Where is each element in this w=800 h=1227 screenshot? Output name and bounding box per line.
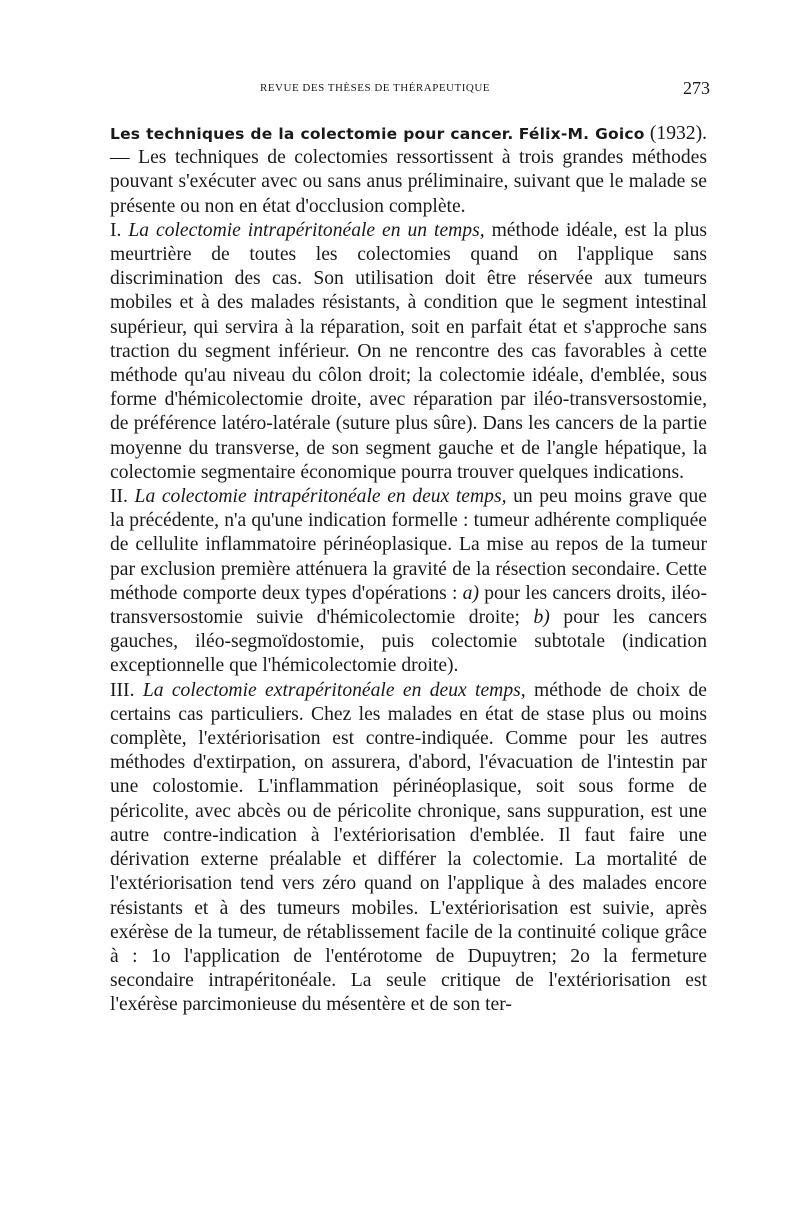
article-title: Les techniques de la colectomie pour cancer. [110, 125, 514, 143]
section-3-body: méthode de choix de certains cas particuliers. Chez les malades en état de stase plus ou moins complète, l'extériorisation est contre-indiquée. Comme pour les autres méthodes d'extirpation, on assurera, d'abord, l'évacuation de l'intestin par une colostomie. L'inflammation périnéoplasique, soit sous forme de péricolite, avec abcès ou de péricolite chronique, sans suppuration, est une autre contre-indication à l'extériorisation d'emblée. Il faut faire une dérivation externe préalable et différer la colectomie. La mortalité de l'extériorisation tend vers zéro quand on l'applique à des malades encore résistants et à des tumeurs mobiles. L'extériorisation est suivie, après exérèse de la tumeur, de rétablissement facile de la continuité colique grâce à : 1o l'application de l'entérotome de Dupuytren; 2o la fermeture secondaire intrapéritonéale. La seule critique de l'extériorisation est l'exérèse parcimonieuse du mésentère et de son ter- [110, 679, 707, 1016]
section-2-numeral: II. [110, 486, 128, 508]
page-number: 273 [683, 78, 710, 98]
section-2-body: un peu moins grave que la précédente, n'a qu'une indication formelle : tumeur adhérente compliquée de cellulite inflammatoire périnéoplasique. La mise au repos de la tumeur par exclusion première atténuera la gravité de la résection secondaire. Cette méthode comporte deux types d'opérations : [110, 486, 707, 604]
article-body [110, 122, 707, 1018]
section-3-numeral: III. [110, 679, 135, 701]
section-1-numeral: I. [110, 219, 122, 241]
article-author: Félix-M. Goico [518, 125, 645, 143]
intro-text: (1932). — Les techniques de colectomies ressortissent à trois grandes méthodes pouvant s'exécuter avec ou sans anus préliminaire, suivant que le malade se présente ou non en état d'occlusion complète. [110, 123, 708, 217]
section-1 [110, 219, 707, 485]
page-header [110, 78, 710, 100]
section-3-heading: La colectomie extrapéritonéale en deux temps, [142, 679, 526, 701]
section-3 [110, 679, 707, 1018]
intro-paragraph [110, 122, 707, 219]
section-2-b-label: b) [533, 607, 550, 629]
running-title: REVUE DES THÈSES DE THÉRAPEUTIQUE [260, 82, 490, 94]
section-2 [110, 485, 707, 679]
section-1-body: méthode idéale, est la plus meurtrière de toutes les colectomies quand on l'applique sans discrimination des cas. Son utilisation doit être réservée aux tumeurs mobiles et à des malades résistants, à condition que le segment intestinal supérieur, qui servira à la réparation, soit en parfait état et s'approche sans traction du segment inférieur. On ne rencontre des cas favorables à cette méthode qu'au niveau du côlon droit; la colectomie idéale, d'emblée, sous forme d'hémicolectomie droite, avec réparation par iléo-transversostomie, de préférence latéro-latérale (suture plus sûre). Dans les cancers de la partie moyenne du transverse, de son segment gauche et de l'angle hépatique, la colectomie segmentaire économique pourra trouver quelques indications. [110, 219, 707, 483]
section-1-heading: La colectomie intrapéritonéale en un temps, [128, 219, 485, 241]
section-2-heading: La colectomie intrapéritonéale en deux temps, [134, 486, 507, 508]
section-2-a-label: a) [462, 582, 479, 604]
section-2-a-text: pour les cancers droits, iléo-transversostomie suivie d'hémicolectomie droite; [110, 582, 707, 629]
section-2-b-text: pour les cancers gauches, iléo-segmoïdostomie, puis colectomie subtotale (indication exceptionnelle que l'hémicolectomie droite). [110, 607, 707, 677]
